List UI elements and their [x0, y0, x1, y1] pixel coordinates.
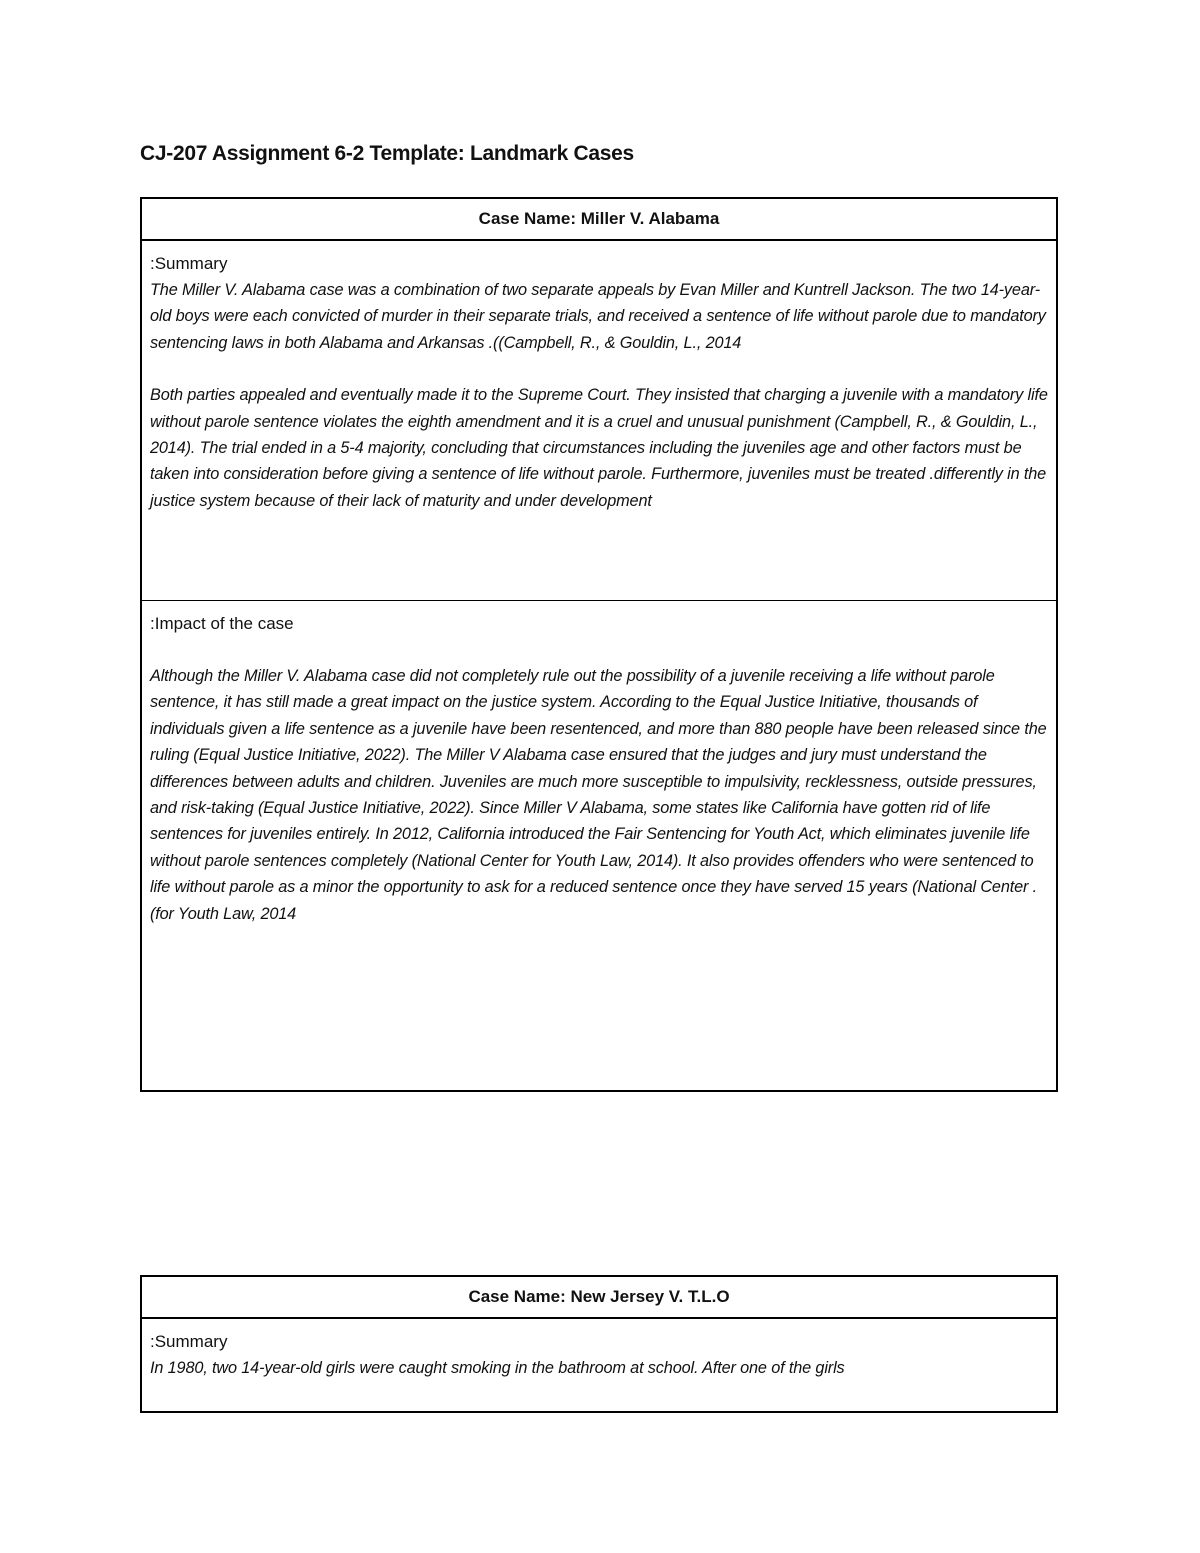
summary-paragraph: Both parties appealed and eventually made it to the Supreme Court. They insisted that charging a juvenile with a mandatory life without parole sentence violates the eighth amendment and it is a cruel and unusual punishment (Campbell, R., & Gouldin, L., 2014). The trial ended in a 5-4 majority, concluding that circumstances including the juveniles age and other factors must be taken into consideration before giving a sentence of life without parole. Furthermore, juveniles must be treated .differently in the justice system because of their lack of maturity and under development: [150, 386, 1048, 510]
summary-label: :Summary: [150, 1332, 228, 1351]
summary-paragraph: The Miller V. Alabama case was a combination of two separate appeals by Evan Miller and Kuntrell Jackson. The two 14-year-old boys were each convicted of murder in their separate trials, and received a sentence of life without parole due to mandatory sentencing laws in both Alabama and Arkansas .((Campbell, R., & Gouldin, L., 2014: [150, 281, 1046, 352]
impact-label: :Impact of the case: [150, 614, 294, 633]
summary-section: [142, 241, 1056, 601]
summary-section: [142, 1319, 1056, 1411]
case-name-header: Case Name: New Jersey V. T.L.O: [142, 1277, 1056, 1319]
impact-paragraph: Although the Miller V. Alabama case did not completely rule out the possibility of a juvenile receiving a life without parole sentence, it has still made a great impact on the justice system. According to the Equal Justice Initiative, thousands of individuals given a life sentence as a juvenile have been resentenced, and more than 880 people have been released since the ruling (Equal Justice Initiative, 2022). The Miller V Alabama case ensured that the judges and jury must understand the differences between adults and children. Juveniles are much more susceptible to impulsivity, recklessness, outside pressures, and risk-taking (Equal Justice Initiative, 2022). Since Miller V Alabama, some states like California have gotten rid of life sentences for juveniles entirely. In 2012, California introduced the Fair Sentencing for Youth Act, which eliminates juvenile life without parole sentences completely (National Center for Youth Law, 2014). It also provides offenders who were sentenced to life without parole as a minor the opportunity to ask for a reduced sentence once they have served 15 years (National Center .(for Youth Law, 2014: [150, 667, 1047, 923]
case-table-tlo: [140, 1275, 1058, 1413]
summary-paragraph: In 1980, two 14-year-old girls were caught smoking in the bathroom at school. After one of the girls: [150, 1359, 845, 1377]
summary-label: :Summary: [150, 254, 228, 273]
case-name-header: Case Name: Miller V. Alabama: [142, 199, 1056, 241]
case-table-miller: [140, 197, 1058, 1092]
impact-section: [142, 601, 1056, 1090]
document-title: CJ-207 Assignment 6-2 Template: Landmark Cases: [140, 142, 634, 165]
